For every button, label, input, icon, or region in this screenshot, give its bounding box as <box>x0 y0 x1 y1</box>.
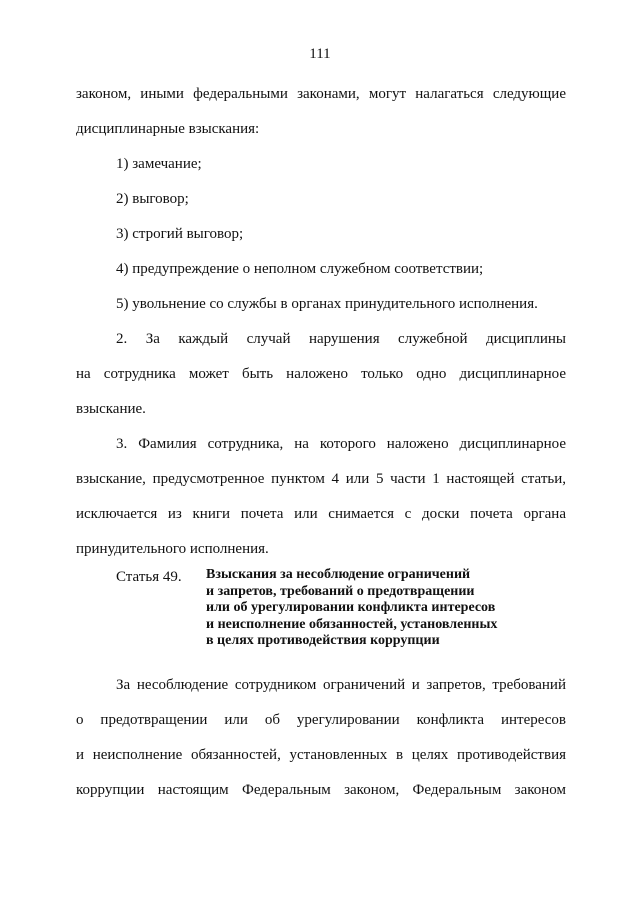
list-item: 4) предупреждение о неполном служебном соответствии; <box>116 261 484 277</box>
article-label: Статья 49. <box>116 569 182 585</box>
list-item: 2) выговор; <box>116 191 189 207</box>
body-line: взыскание. <box>76 401 146 417</box>
body-line: принудительного исполнения. <box>76 541 269 557</box>
list-item: 3) строгий выговор; <box>116 226 244 242</box>
article-title <box>206 567 546 650</box>
body-line: взыскание, предусмотренное пунктом 4 или 5 части 1 настоящей статьи, <box>76 471 566 487</box>
body-line: о предотвращении или об урегулировании конфликта интересов <box>76 712 566 728</box>
article-title-line: и запретов, требований о предотвращении <box>206 583 475 599</box>
article-title-line: и неисполнение обязанностей, установленных <box>206 616 498 632</box>
page-number: 111 <box>309 46 331 62</box>
article-title-line: Взыскания за несоблюдение ограничений <box>206 567 471 582</box>
body-line: и неисполнение обязанностей, установленных в целях противодействия <box>76 747 566 763</box>
article-title-line: в целях противодействия коррупции <box>206 633 440 648</box>
paragraph-start: 2. За каждый случай нарушения служебной дисциплины <box>116 331 566 347</box>
paragraph-start: 3. Фамилия сотрудника, на которого наложено дисциплинарное <box>116 436 566 452</box>
paragraph-start: За несоблюдение сотрудником ограничений и запретов, требований <box>116 677 566 693</box>
body-line: на сотрудника может быть наложено только одно дисциплинарное <box>76 366 566 382</box>
list-item: 1) замечание; <box>116 156 202 172</box>
list-item: 5) увольнение со службы в органах принудительного исполнения. <box>116 296 538 312</box>
body-line: законом, иными федеральными законами, могут налагаться следующие <box>76 86 566 102</box>
article-title-line: или об урегулировании конфликта интересов <box>206 600 496 615</box>
body-line: коррупции настоящим Федеральным законом, Федеральным законом <box>76 782 566 798</box>
body-line: исключается из книги почета или снимается с доски почета органа <box>76 506 566 522</box>
body-line: дисциплинарные взыскания: <box>76 121 260 137</box>
